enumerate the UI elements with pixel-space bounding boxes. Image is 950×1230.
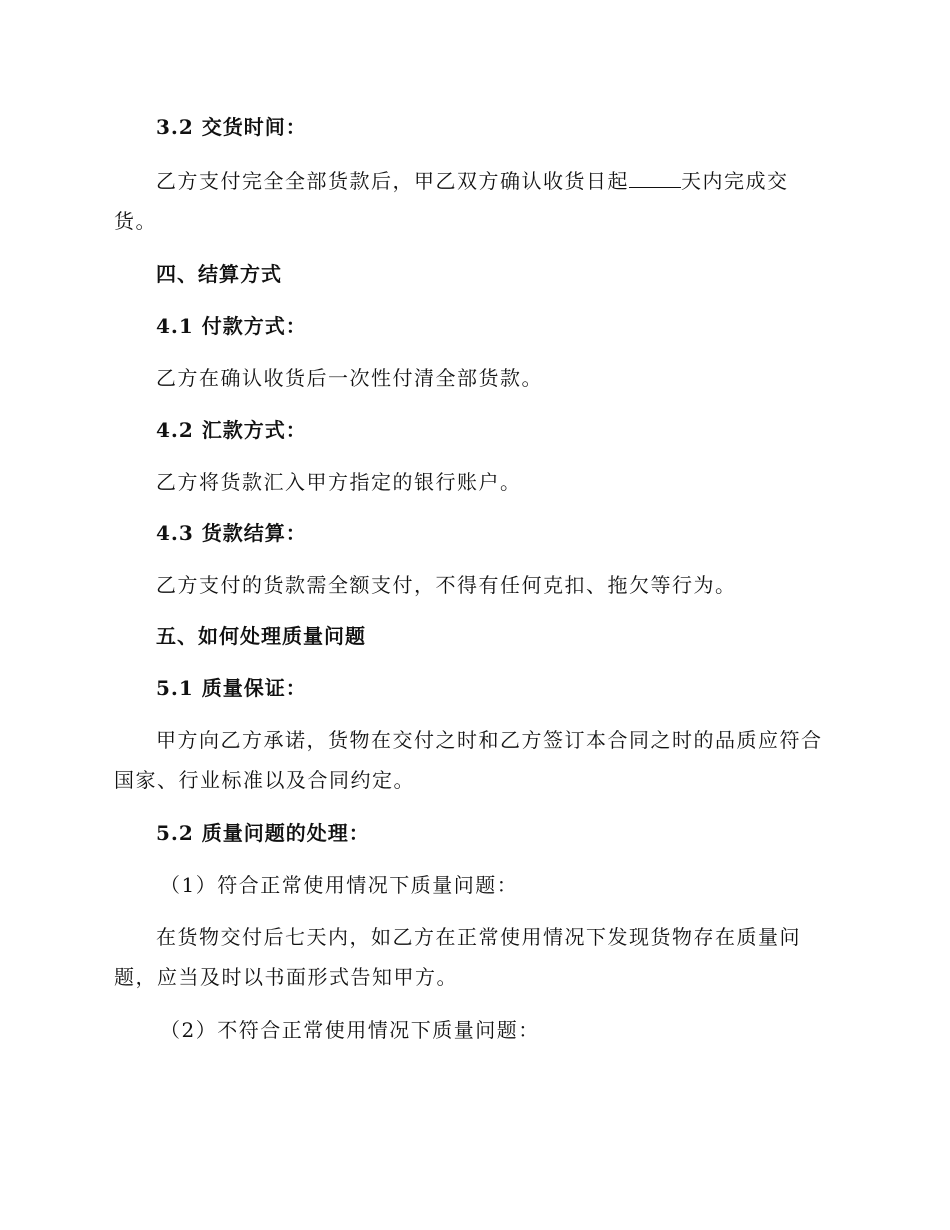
list-item-2: （2）不符合正常使用情况下质量问题： [160,1018,540,1042]
heading-4-3: 4.3 货款结算： [156,521,307,545]
fill-in-blank [629,169,681,188]
list-item-1: （1）符合正常使用情况下质量问题： [160,873,519,897]
paragraph-5-1-line2: 国家、行业标准以及合同约定。 [114,768,415,792]
paragraph-3-2-line1 [156,169,876,193]
paragraph-4-3: 乙方支付的货款需全额支付，不得有任何克扣、拖欠等行为。 [156,573,737,597]
paragraph-5-1-line1: 甲方向乙方承诺，货物在交付之时和乙方签订本合同之时的品质应符合 [156,728,823,752]
paragraph-4-2: 乙方将货款汇入甲方指定的银行账户。 [156,470,522,494]
heading-3-2: 3.2 交货时间： [156,115,307,139]
paragraph-3-2-line2: 货。 [114,209,157,233]
heading-4-1: 4.1 付款方式： [156,314,307,338]
heading-5-1: 5.1 质量保证： [156,676,307,700]
paragraph-4-1: 乙方在确认收货后一次性付清全部货款。 [156,366,543,390]
paragraph-item1-line2: 题，应当及时以书面形式告知甲方。 [114,965,458,989]
paragraph-item1-line1: 在货物交付后七天内，如乙方在正常使用情况下发现货物存在质量问 [156,925,801,949]
heading-section-4: 四、结算方式 [156,262,282,286]
paragraph-3-2-text-a: 乙方支付完全全部货款后，甲乙双方确认收货日起 [156,169,629,193]
heading-5-2: 5.2 质量问题的处理： [156,821,370,845]
heading-4-2: 4.2 汇款方式： [156,418,307,442]
paragraph-3-2-text-b: 天内完成交 [681,169,789,193]
heading-section-5: 五、如何处理质量问题 [156,624,366,648]
